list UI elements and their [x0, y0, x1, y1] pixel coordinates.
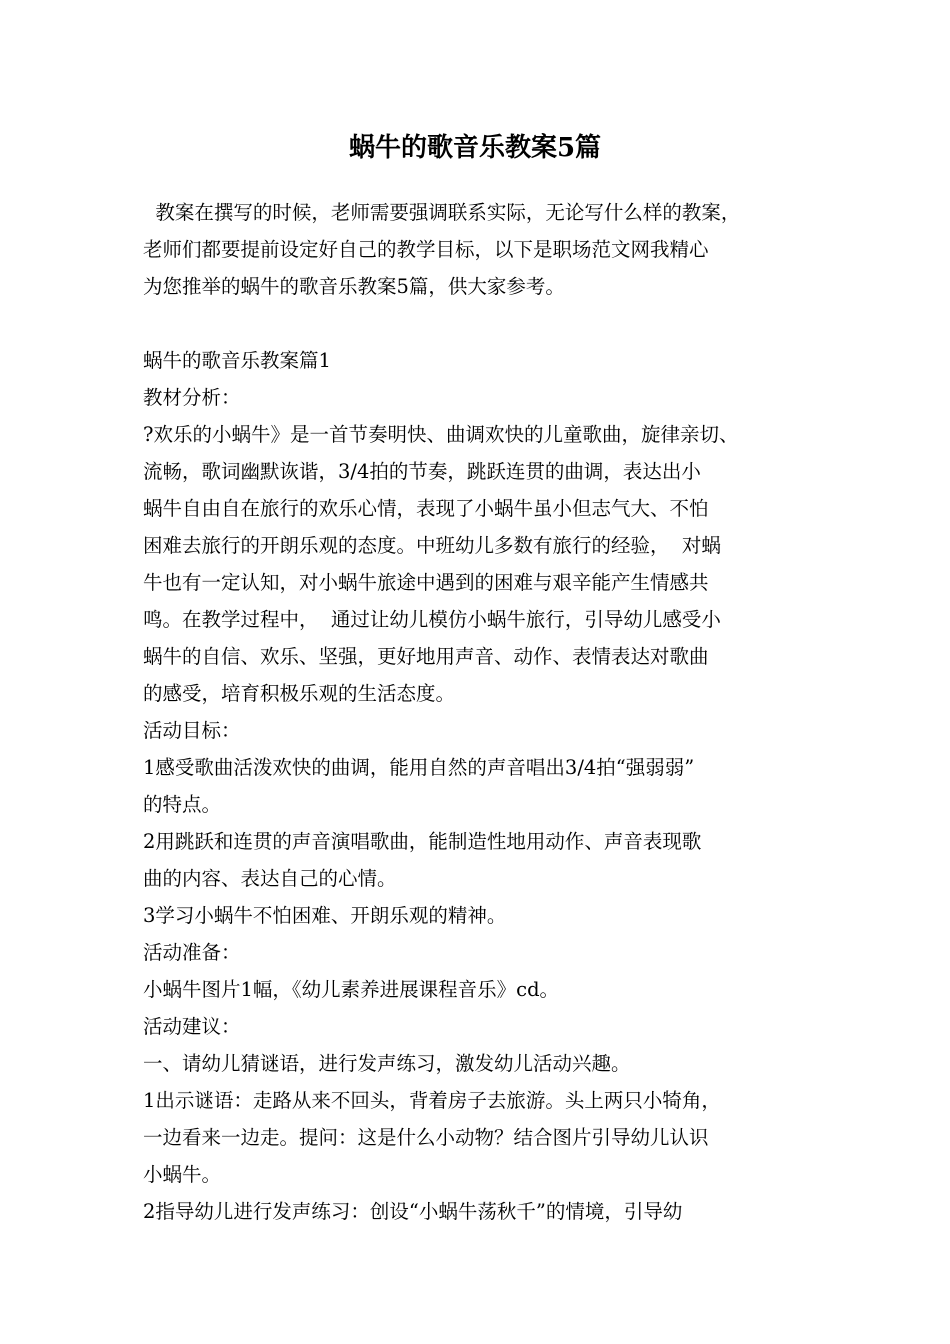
intro-line: 教案在撰写的时候，老师需要强调联系实际，无论写什么样的教案， — [143, 201, 741, 224]
body-line: 蜗牛自由自在旅行的欢乐心情，表现了小蜗牛虽小但志气大、不怕 — [143, 497, 709, 520]
body-line: 3学习小蜗牛不怕困难、开朗乐观的精神。 — [143, 904, 507, 927]
subheading: 教材分析： — [143, 386, 241, 409]
section-heading: 蜗牛的歌音乐教案篇1 — [143, 349, 331, 372]
body-line: 的特点。 — [143, 793, 222, 816]
body-line: ?欢乐的小蜗牛》是一首节奏明快、曲调欢快的儿童歌曲，旋律亲切、 — [143, 423, 739, 446]
body-line: 曲的内容、表达自己的心情。 — [143, 867, 397, 890]
body-line: 困难去旅行的开朗乐观的态度。中班幼儿多数有旅行的经验， 对蜗 — [143, 534, 721, 557]
body-line: 鸣。在教学过程中， 通过让幼儿模仿小蜗牛旅行，引导幼儿感受小 — [143, 608, 721, 631]
body-line: 蜗牛的自信、欢乐、坚强，更好地用声音、动作、表情表达对歌曲 — [143, 645, 709, 668]
body-line: 流畅，歌词幽默诙谐，3/4拍的节奏，跳跃连贯的曲调，表达出小 — [143, 460, 701, 483]
body-line: 小蜗牛图片1幅，《幼儿素养进展课程音乐》cd。 — [143, 978, 560, 1001]
body-line: 牛也有一定认知，对小蜗牛旅途中遇到的困难与艰辛能产生情感共 — [143, 571, 709, 594]
intro-line: 老师们都要提前设定好自己的教学目标，以下是职场范文网我精心 — [143, 238, 709, 261]
subheading: 活动准备： — [143, 941, 241, 964]
body-line: 1感受歌曲活泼欢快的曲调，能用自然的声音唱出3/4拍“强弱弱” — [143, 756, 695, 779]
body-line: 一、请幼儿猜谜语，进行发声练习，激发幼儿活动兴趣。 — [143, 1052, 631, 1075]
body-line: 一边看来一边走。提问：这是什么小动物？结合图片引导幼儿认识 — [143, 1126, 709, 1149]
body-line: 1出示谜语：走路从来不回头，背着房子去旅游。头上两只小犄角， — [143, 1089, 721, 1112]
subheading: 活动目标： — [143, 719, 241, 742]
document-title: 蜗牛的歌音乐教案5篇 — [348, 133, 602, 163]
body-line: 2指导幼儿进行发声练习：创设“小蜗牛荡秋千”的情境，引导幼 — [143, 1200, 683, 1223]
body-line: 2用跳跃和连贯的声音演唱歌曲，能制造性地用动作、声音表现歌 — [143, 830, 702, 853]
body-line: 小蜗牛。 — [143, 1163, 222, 1186]
subheading: 活动建议： — [143, 1015, 241, 1038]
body-line: 的感受，培育积极乐观的生活态度。 — [143, 682, 456, 705]
intro-line: 为您推举的蜗牛的歌音乐教案5篇，供大家参考。 — [143, 275, 565, 298]
